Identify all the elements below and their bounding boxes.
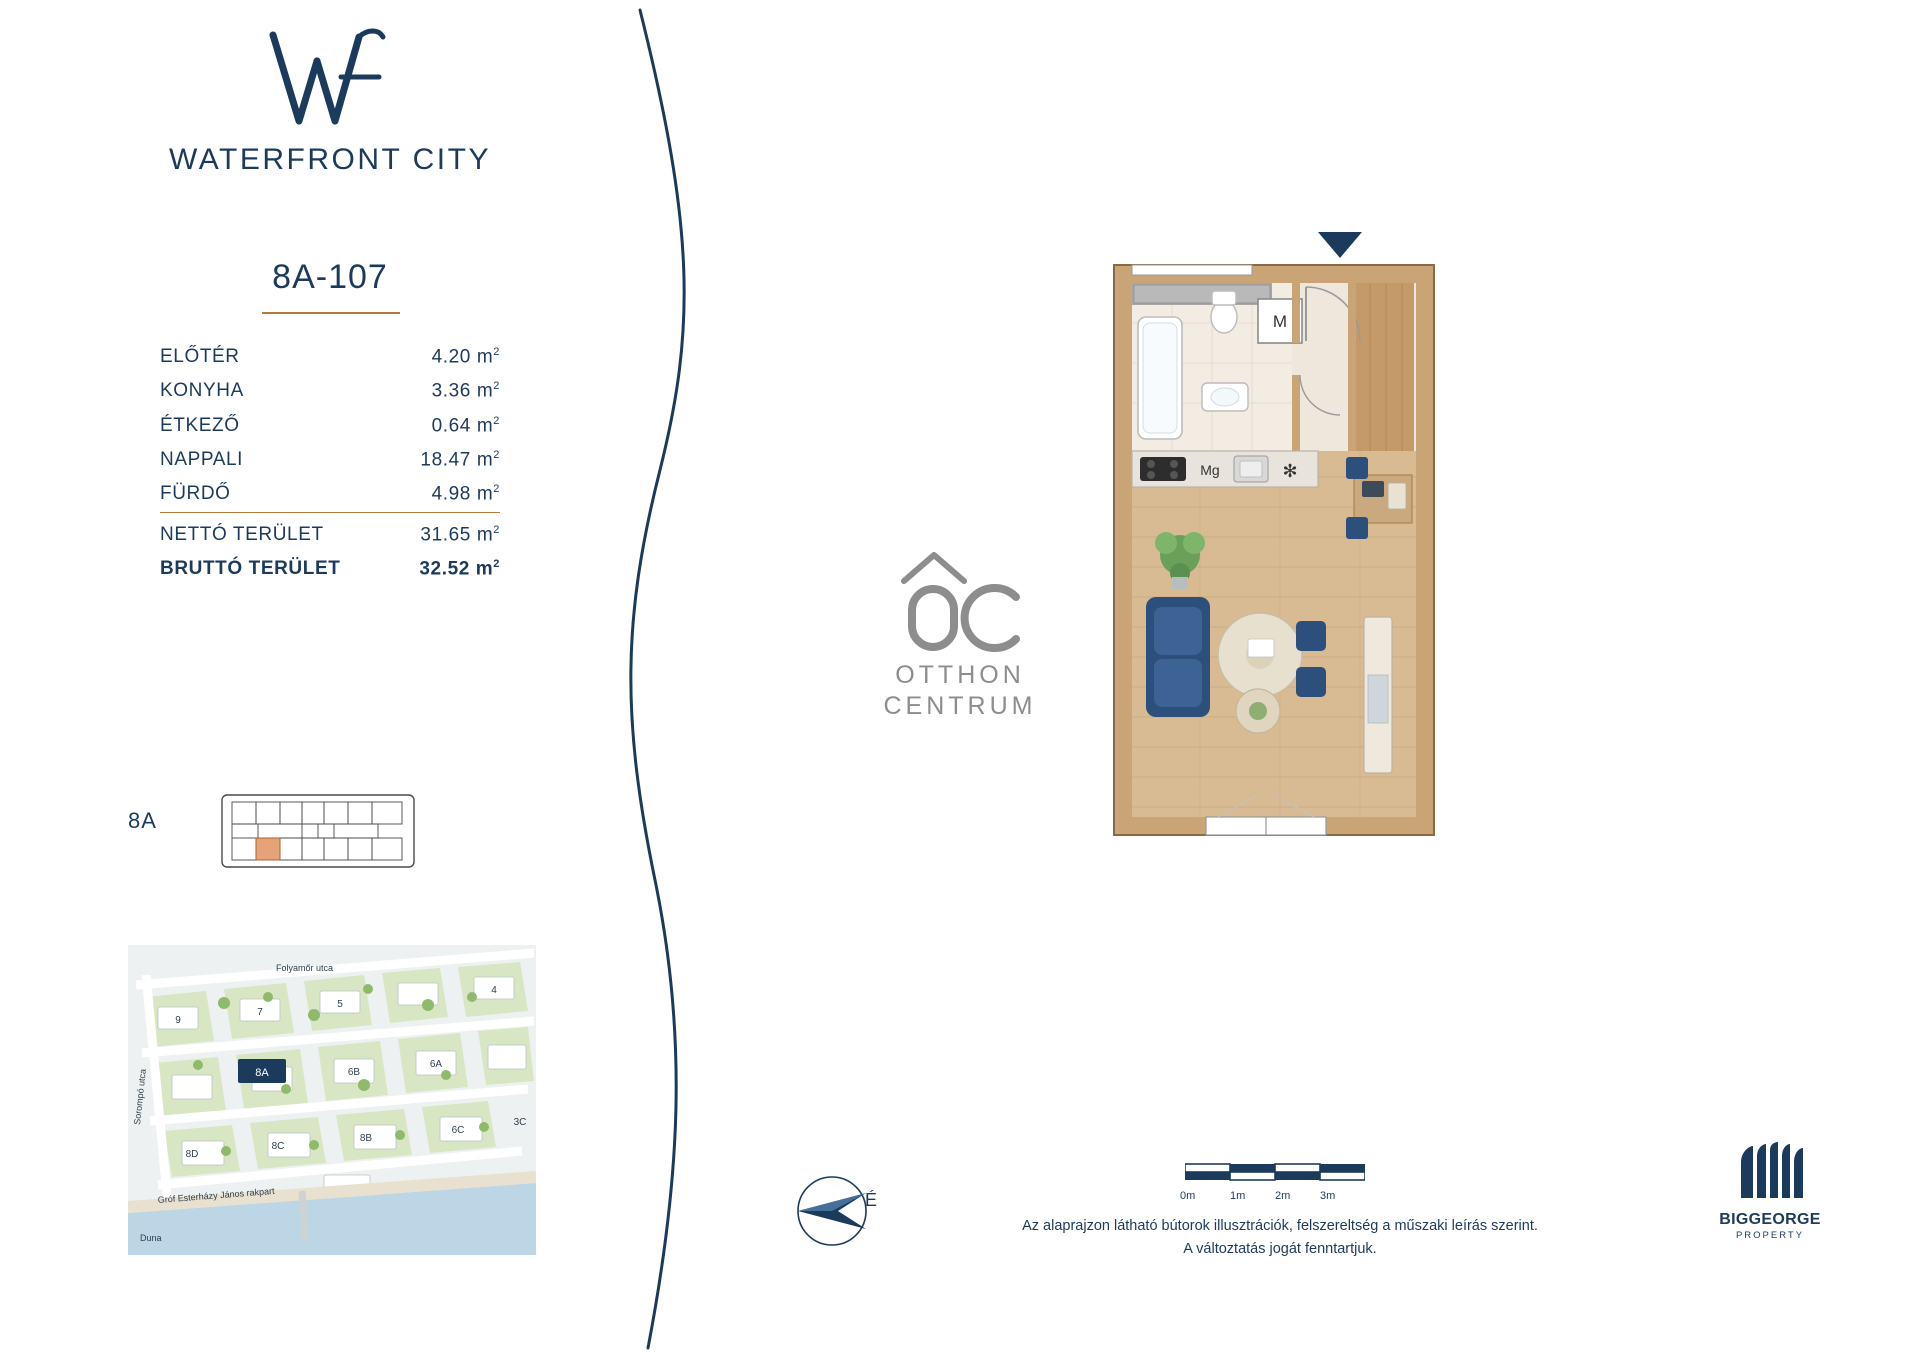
floor-plan — [1110, 225, 1450, 845]
room-name: NAPPALI — [160, 449, 244, 471]
block-label: 6A — [429, 1059, 443, 1070]
room-name: FÜRDŐ — [160, 483, 231, 505]
net-area-label: NETTÓ TERÜLET — [160, 512, 395, 552]
room-name: ÉTKEZŐ — [160, 414, 240, 436]
scale-tick: 0m — [1180, 1190, 1196, 1202]
gross-area-label: BRUTTÓ TERÜLET — [160, 558, 341, 580]
room-name: ELŐTÉR — [160, 346, 240, 368]
block-label: 5 — [337, 999, 343, 1010]
compass-north-label: É — [865, 1190, 878, 1210]
partner-logo — [880, 545, 1040, 721]
developer-subtitle: PROPERTY — [1735, 1230, 1805, 1241]
table-row — [160, 443, 500, 477]
block-label: 6C — [451, 1125, 465, 1136]
room-area: 4.98 $m^2$ — [431, 483, 500, 505]
table-row — [160, 340, 500, 374]
decorative-divider — [600, 0, 720, 1357]
room-name: KONYHA — [160, 380, 244, 402]
washer-label: M — [1272, 312, 1288, 331]
keyplan-building-label: 8A — [128, 808, 157, 833]
gross-area-row — [160, 552, 500, 586]
block-label: 8D — [185, 1149, 199, 1160]
highlight-block-label: 8A — [255, 1067, 269, 1079]
partner-logo-line1: OTTHON — [895, 661, 1025, 689]
partner-logo-line2: CENTRUM — [883, 692, 1037, 720]
unit-code: 8A-107 — [272, 258, 388, 296]
wf-monogram-icon — [255, 25, 405, 135]
gross-area-value: 32.52 $m^2$ — [419, 557, 500, 580]
block-label: 4 — [491, 985, 497, 996]
disclaimer — [990, 1215, 1570, 1261]
block-label: 7 — [257, 1007, 263, 1018]
site-map — [128, 945, 536, 1255]
brand-name: WATERFRONT CITY — [169, 143, 491, 176]
street-label: Folyamőr utca — [276, 963, 334, 973]
net-area-value: 31.65 $m^2$ — [395, 512, 500, 552]
developer-logo — [1705, 1140, 1835, 1241]
room-area: 3.36 $m^2$ — [431, 380, 500, 402]
keyplan-diagram — [218, 775, 418, 885]
scale-tick: 2m — [1275, 1190, 1291, 1202]
dishwasher-label: Mg — [1200, 462, 1220, 478]
disclaimer-line-1: Az alaprajzon látható bútorok illusztrációk, felszereltség a műszaki leírás szerint. — [1022, 1218, 1538, 1234]
scale-tick: 1m — [1230, 1190, 1246, 1202]
block-label: 3C — [513, 1117, 527, 1128]
table-row — [160, 374, 500, 408]
river-label: Duna — [140, 1233, 162, 1243]
block-label: 6B — [347, 1067, 361, 1078]
unit-code-underline — [262, 312, 400, 314]
info-panel — [0, 0, 660, 1357]
net-area-row — [160, 512, 500, 552]
table-row — [160, 409, 500, 443]
room-area: 18.47 $m^2$ — [420, 448, 500, 471]
room-area: 0.64 $m^2$ — [431, 414, 500, 436]
table-row — [160, 477, 500, 512]
street-label: Sorompó utca — [132, 1068, 148, 1126]
biggeorge-mark-icon — [1731, 1140, 1809, 1202]
developer-name: BIGGEORGE — [1719, 1211, 1821, 1228]
hob-mark-label: ✻ — [1282, 461, 1298, 481]
block-label: 8C — [271, 1141, 285, 1152]
scale-tick: 3m — [1320, 1190, 1336, 1202]
room-area: 4.20 $m^2$ — [431, 346, 500, 368]
disclaimer-line-2: A változtatás jogát fenntartjuk. — [1183, 1241, 1377, 1258]
block-label: 8B — [359, 1133, 373, 1144]
street-label: Gróf Esterházy János rakpart — [157, 1185, 275, 1205]
block-label: 9 — [175, 1015, 181, 1026]
brand-logo — [150, 25, 510, 177]
area-table — [160, 340, 500, 586]
oc-monogram-icon — [890, 545, 1030, 655]
